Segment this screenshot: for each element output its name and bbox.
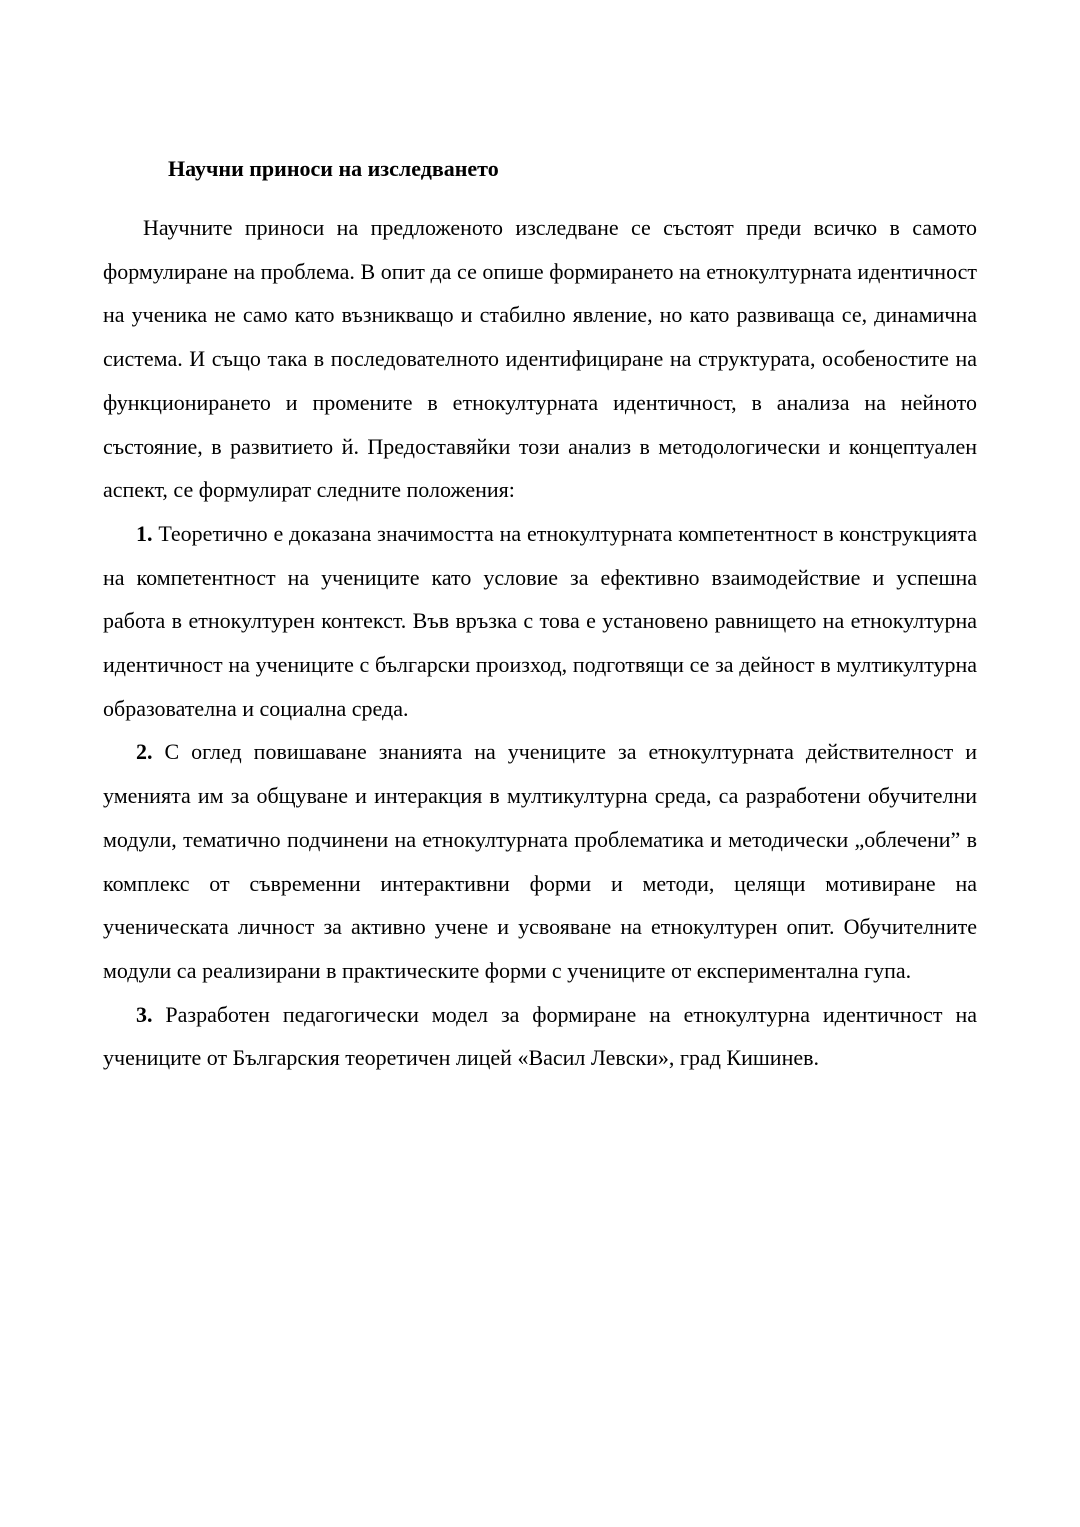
item-number: 2.	[136, 739, 153, 765]
section-heading: Научни приноси на изследването	[168, 156, 499, 181]
contribution-item-3	[103, 993, 977, 1080]
item-text: Теоретично е доказана значимостта на етнокултурната компетентност в конструкцията на компетентност на учениците като условие за ефективно взаимодействие и успешна работа в етнокултурен контекст. Във връзка с това е установено равнището на етнокултурна идентичност на учениците с български произход, подготвящи се за дейност в мултикултурна образователна и социална среда.	[103, 520, 978, 721]
item-text: Разработен педагогически модел за формиране на етнокултурна идентичност на учениците от Българския теоретичен лицей «Васил Левски», град Кишинев.	[103, 1001, 977, 1071]
item-number: 3.	[136, 1001, 153, 1027]
intro-paragraph: Научните приноси на предложеното изследване се състоят преди всичко в самото формулиране на проблема. В опит да се опише формирането на етнокултурната идентичност на ученика не само като възникващо и стабилно явление, но като развиваща се, динамична система. И също така в последователното идентифициране на структурата, особеностите на функционирането и промените в етнокултурната идентичност, в анализа на нейното състояние, в развитието й. Предоставяйки този анализ в методологически и концептуален аспект, се формулират следните положения:	[103, 215, 977, 503]
item-text: С оглед повишаване знанията на учениците за етнокултурната действителност и уменията им за общуване и интеракция в мултикултурна среда, са разработени обучителни модули, тематично подчинени на етнокултурната проблематика и методически „облечени” в комплекс от съвременни интерактивни форми и методи, целящи мотивиране на ученическата личност за активно учене и усвояване на етнокултурен опит. Обучителните модули са реализирани в практическите форми с учениците от експериментална гупа.	[103, 739, 978, 983]
contribution-item-2	[103, 730, 977, 992]
item-number: 1.	[136, 520, 153, 546]
contribution-item-1	[103, 512, 977, 731]
document-body	[103, 206, 977, 1080]
